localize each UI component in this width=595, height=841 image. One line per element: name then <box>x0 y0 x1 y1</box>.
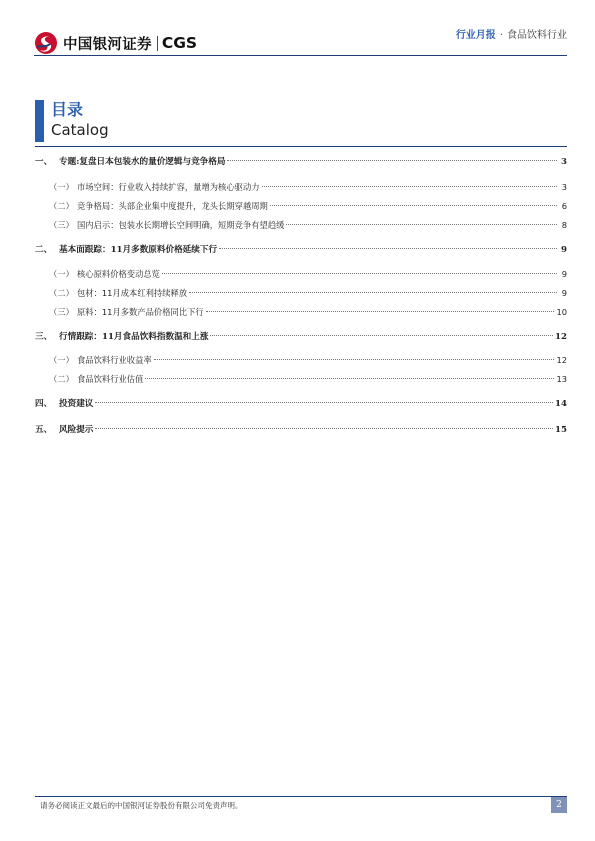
toc-entry-number: （三） <box>49 307 74 317</box>
toc-subsection-entry[interactable] <box>35 219 567 231</box>
toc-page-number: 9 <box>561 288 567 298</box>
footer-divider <box>35 796 567 797</box>
title-divider <box>35 146 567 147</box>
toc-entry-number: （二） <box>49 374 74 384</box>
toc-entry-number: （一） <box>49 355 74 365</box>
toc-subsection-entry[interactable] <box>35 373 567 385</box>
toc-entry-title: 专题:复盘日本包装水的量价逻辑与竞争格局 <box>59 157 226 167</box>
toc-section-entry[interactable] <box>35 155 567 167</box>
toc-entry-title: 国内启示：包装水长期增长空间明确，短期竞争有望趋缓 <box>77 220 285 230</box>
toc-subsection-entry[interactable] <box>35 268 567 280</box>
toc-entry-number: 四、 <box>35 399 53 409</box>
toc-entry-title: 食品饮料行业收益率 <box>77 355 152 365</box>
toc-page-number: 13 <box>556 374 567 384</box>
report-type: 行业月报 <box>455 30 496 41</box>
toc-page-number: 8 <box>561 220 567 230</box>
toc-entry-title: 基本面跟踪：11月多数原料价格延续下行 <box>59 245 218 255</box>
toc-leader-dots <box>210 335 553 336</box>
toc-title-en: Catalog <box>51 121 109 139</box>
company-name-cn: 中国银河证券 <box>63 36 152 53</box>
toc-entry-number: 一、 <box>35 157 53 167</box>
company-logo <box>34 31 197 55</box>
toc-section-entry[interactable] <box>35 243 567 255</box>
toc-entry-title: 包材：11月成本红利持续释放 <box>77 288 188 298</box>
toc-leader-dots <box>219 248 557 249</box>
toc-entry-number: （二） <box>49 288 74 298</box>
toc-entry-number: （一） <box>49 269 74 279</box>
toc-entry-title: 原料：11月多数产品价格同比下行 <box>77 307 204 317</box>
toc-subsection-entry[interactable] <box>35 181 567 193</box>
toc-section-entry[interactable] <box>35 330 567 342</box>
toc-leader-dots <box>189 292 557 293</box>
toc-leader-dots <box>262 186 557 187</box>
toc-page-number: 10 <box>556 307 567 317</box>
toc-leader-dots <box>162 273 557 274</box>
header-separator: · <box>499 30 503 41</box>
company-name-en: CGS <box>161 34 198 52</box>
toc-leader-dots <box>206 311 555 312</box>
report-category <box>456 26 567 41</box>
toc-leader-dots <box>95 428 553 429</box>
toc-leader-dots <box>227 160 557 161</box>
toc-leader-dots <box>145 378 554 379</box>
toc-entry-title: 风险提示 <box>59 425 94 435</box>
toc-entry-title: 食品饮料行业估值 <box>77 374 144 384</box>
toc-subsection-entry[interactable] <box>35 200 567 212</box>
toc-entry-number: （二） <box>49 201 74 211</box>
page-number: 2 <box>551 797 567 813</box>
toc-page-number: 15 <box>555 425 567 435</box>
toc-entry-title: 竞争格局：头部企业集中度提升，龙头长期穿越周期 <box>77 201 268 211</box>
toc-page-number: 12 <box>555 332 567 342</box>
toc-subsection-entry[interactable] <box>35 287 567 299</box>
header-divider <box>34 55 567 56</box>
toc-title-cn: 目录 <box>51 100 84 119</box>
toc-entry-title: 行情跟踪：11月食品饮料指数温和上涨 <box>59 332 209 342</box>
toc-leader-dots <box>154 359 555 360</box>
page-header <box>0 0 595 60</box>
footer-disclaimer: 请务必阅读正文最后的中国银河证券股份有限公司免责声明。 <box>40 801 243 810</box>
toc-page-number: 3 <box>561 182 567 192</box>
toc-page-number: 14 <box>555 399 567 409</box>
toc-section-entry[interactable] <box>35 423 567 435</box>
toc-page-number: 9 <box>561 245 567 255</box>
toc-entry-title: 市场空间：行业收入持续扩容，量增为核心驱动力 <box>77 182 260 192</box>
toc-page-number: 3 <box>561 157 567 167</box>
toc-subsection-entry[interactable] <box>35 354 567 366</box>
logo-divider <box>157 36 158 51</box>
toc-entry-title: 核心原料价格变动总览 <box>77 269 160 279</box>
toc-entry-number: （三） <box>49 220 74 230</box>
toc-leader-dots <box>95 402 553 403</box>
toc-entry-number: 五、 <box>35 425 53 435</box>
title-accent-bar <box>35 100 44 142</box>
toc-entry-number: 二、 <box>35 245 53 255</box>
toc-page-number: 6 <box>561 201 567 211</box>
industry-name: 食品饮料行业 <box>507 30 567 41</box>
toc-leader-dots <box>270 205 557 206</box>
toc-leader-dots <box>286 224 557 225</box>
toc-entry-number: 三、 <box>35 332 53 342</box>
toc-entry-title: 投资建议 <box>59 399 94 409</box>
toc-subsection-entry[interactable] <box>35 306 567 318</box>
toc-page-number: 9 <box>561 269 567 279</box>
toc-section-entry[interactable] <box>35 397 567 409</box>
toc-entry-number: （一） <box>49 182 74 192</box>
toc-page-number: 12 <box>556 355 567 365</box>
galaxy-logo-icon <box>34 31 58 55</box>
